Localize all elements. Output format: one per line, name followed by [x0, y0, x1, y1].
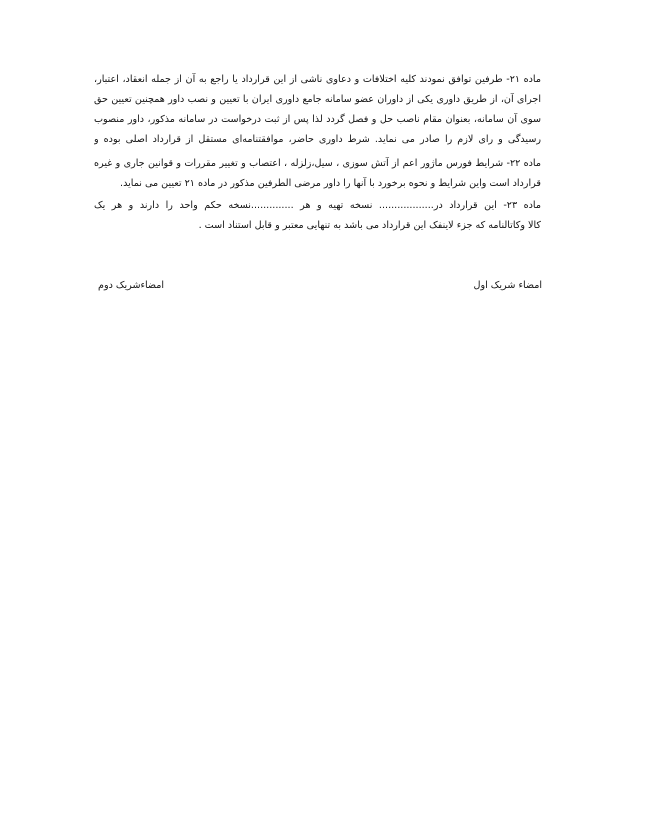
article-21: [94, 70, 541, 150]
article-21-line-3: سوی آن سامانه، بعنوان مقام ناصب حل و فصل گردد لذا پس از ثبت درخواست در سامانه مذکور، داور منصوب: [94, 114, 541, 125]
article-23-line-1: ماده ۲۳- این قرارداد در.................. نسخه تهیه و هر ..............نسخه حکم واحد را دارند و هر یک: [94, 200, 541, 211]
signature-second-party: امضاءشریک دوم: [98, 280, 165, 291]
signature-first-party: امضاء شریک اول: [473, 280, 542, 291]
article-22: [94, 154, 541, 194]
article-21-line-4: رسیدگی و رای لازم را صادر می نماید. شرط داوری حاضر، موافقتنامه‌ای مستقل از قرارداد اصلی بوده و: [94, 134, 541, 145]
article-22-line-2: قرارداد است واین شرایط و نحوه برخورد با آنها را داور مرضی الطرفین مذکور در ماده ۲۱ تعیین می نماید.: [120, 178, 541, 189]
article-23: [94, 196, 541, 236]
article-23-line-2: کالا وکاتالنامه که جزء لاینفک این قرارداد می باشد به تنهایی معتبر و قابل استناد است .: [198, 220, 541, 231]
article-21-line-1: ماده ۲۱- طرفین توافق نمودند کلیه اختلافات و دعاوی ناشی از این قرارداد یا راجع به آن از جمله انعقاد، اعتبار،: [94, 74, 541, 85]
article-22-line-1: ماده ۲۲- شرایط فورس ماژور اعم از آتش سوزی ، سیل،زلزله ، اعتصاب و تغییر مقررات و قوانین جاری و غیره: [94, 158, 541, 169]
article-21-line-2: اجرای آن، از طریق داوری یکی از داوران عضو سامانه جامع داوری ایران با تعیین و نصب داور همچنین تعیین حق: [94, 94, 541, 105]
